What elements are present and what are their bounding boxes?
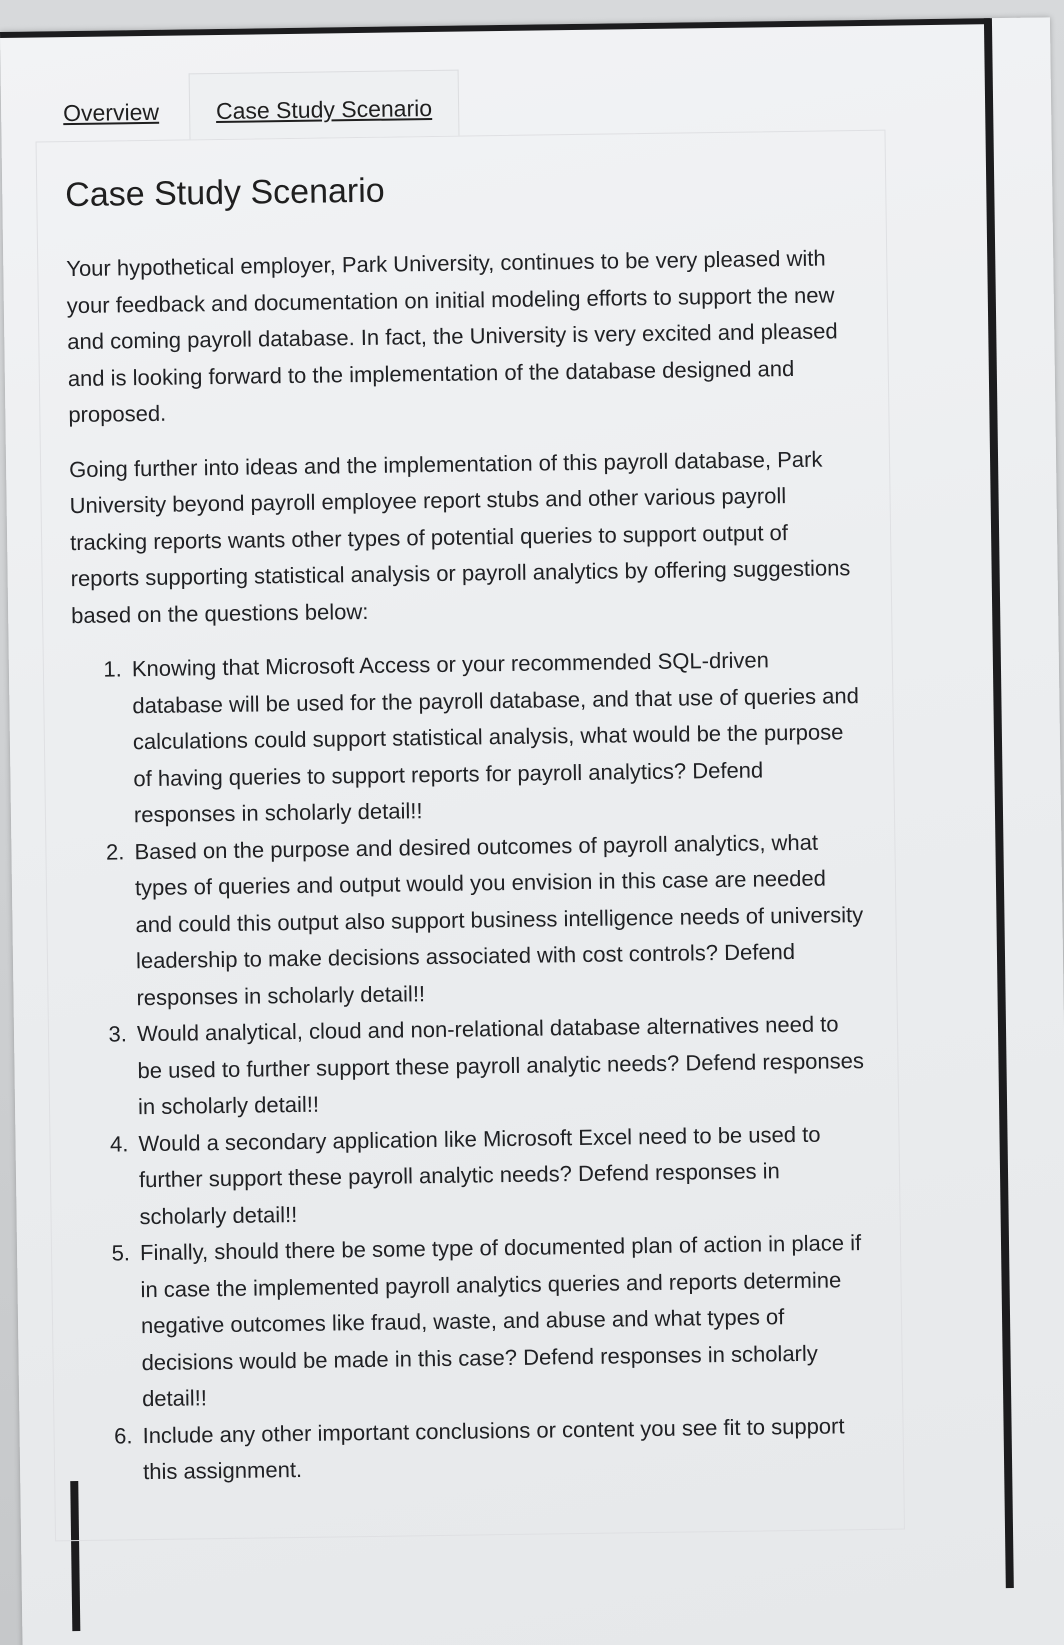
question-item: 5. Finally, should there be some type of documented plan of action in place if in case the implemented payroll analytics queries and reports determine negative outcomes like fraud, waste, and abuse and what types of decisions would be made in this case? Defend responses in scholarly detail!! xyxy=(136,1225,874,1418)
tab-bar xyxy=(63,59,964,142)
question-item: 3. Would analytical, cloud and non-relational database alternatives need to be used to further support these payroll analytic needs? Defend responses in scholarly detail!! xyxy=(133,1006,870,1126)
tab-case-study-scenario[interactable]: Case Study Scenario xyxy=(188,70,459,140)
screen-frame-right xyxy=(984,18,1014,1588)
questions-list xyxy=(72,641,876,1491)
tab-panel xyxy=(36,130,905,1542)
page-title: Case Study Scenario xyxy=(65,171,385,215)
intro-paragraph: Your hypothetical employer, Park University, continues to be very pleased with your feedback and documentation on initial modeling efforts to support the new and coming payroll database. In fact, the University is very excited and pleased and is looking forward to the implementation of the database designed and proposed. xyxy=(66,245,838,428)
page-content xyxy=(63,59,983,1541)
context-paragraph: Going further into ideas and the implementation of this payroll database, Park University beyond payroll employee report stubs and other various payroll tracking reports wants other types of potential queries to support output of reports supporting statistical analysis or payroll analytics by offering suggestions based on the questions below: xyxy=(68,446,851,628)
tab-overview[interactable]: Overview xyxy=(62,98,160,127)
question-item: 6. Include any other important conclusions or content you see fit to support this assignment. xyxy=(138,1407,875,1490)
question-item: 1. Knowing that Microsoft Access or your recommended SQL-driven database will be used for the payroll database, and that use of queries and calculations could support statistical analysis, what would be the purpose of having queries to support reports for payroll analytics? Defend responses in scholarly detail!! xyxy=(128,641,866,834)
printed-page xyxy=(0,17,1064,1645)
screen-frame-top xyxy=(0,18,990,38)
question-item: 2. Based on the purpose and desired outcomes of payroll analytics, what types of queries and output would you envision in this case are needed and could this output also support business intelligence needs of university leadership to make decisions associated with cost controls? Defend responses in scholarly detail!! xyxy=(130,823,868,1016)
question-item: 4. Would a secondary application like Microsoft Excel need to be used to further support these payroll analytic needs? Defend responses in scholarly detail!! xyxy=(134,1115,871,1235)
